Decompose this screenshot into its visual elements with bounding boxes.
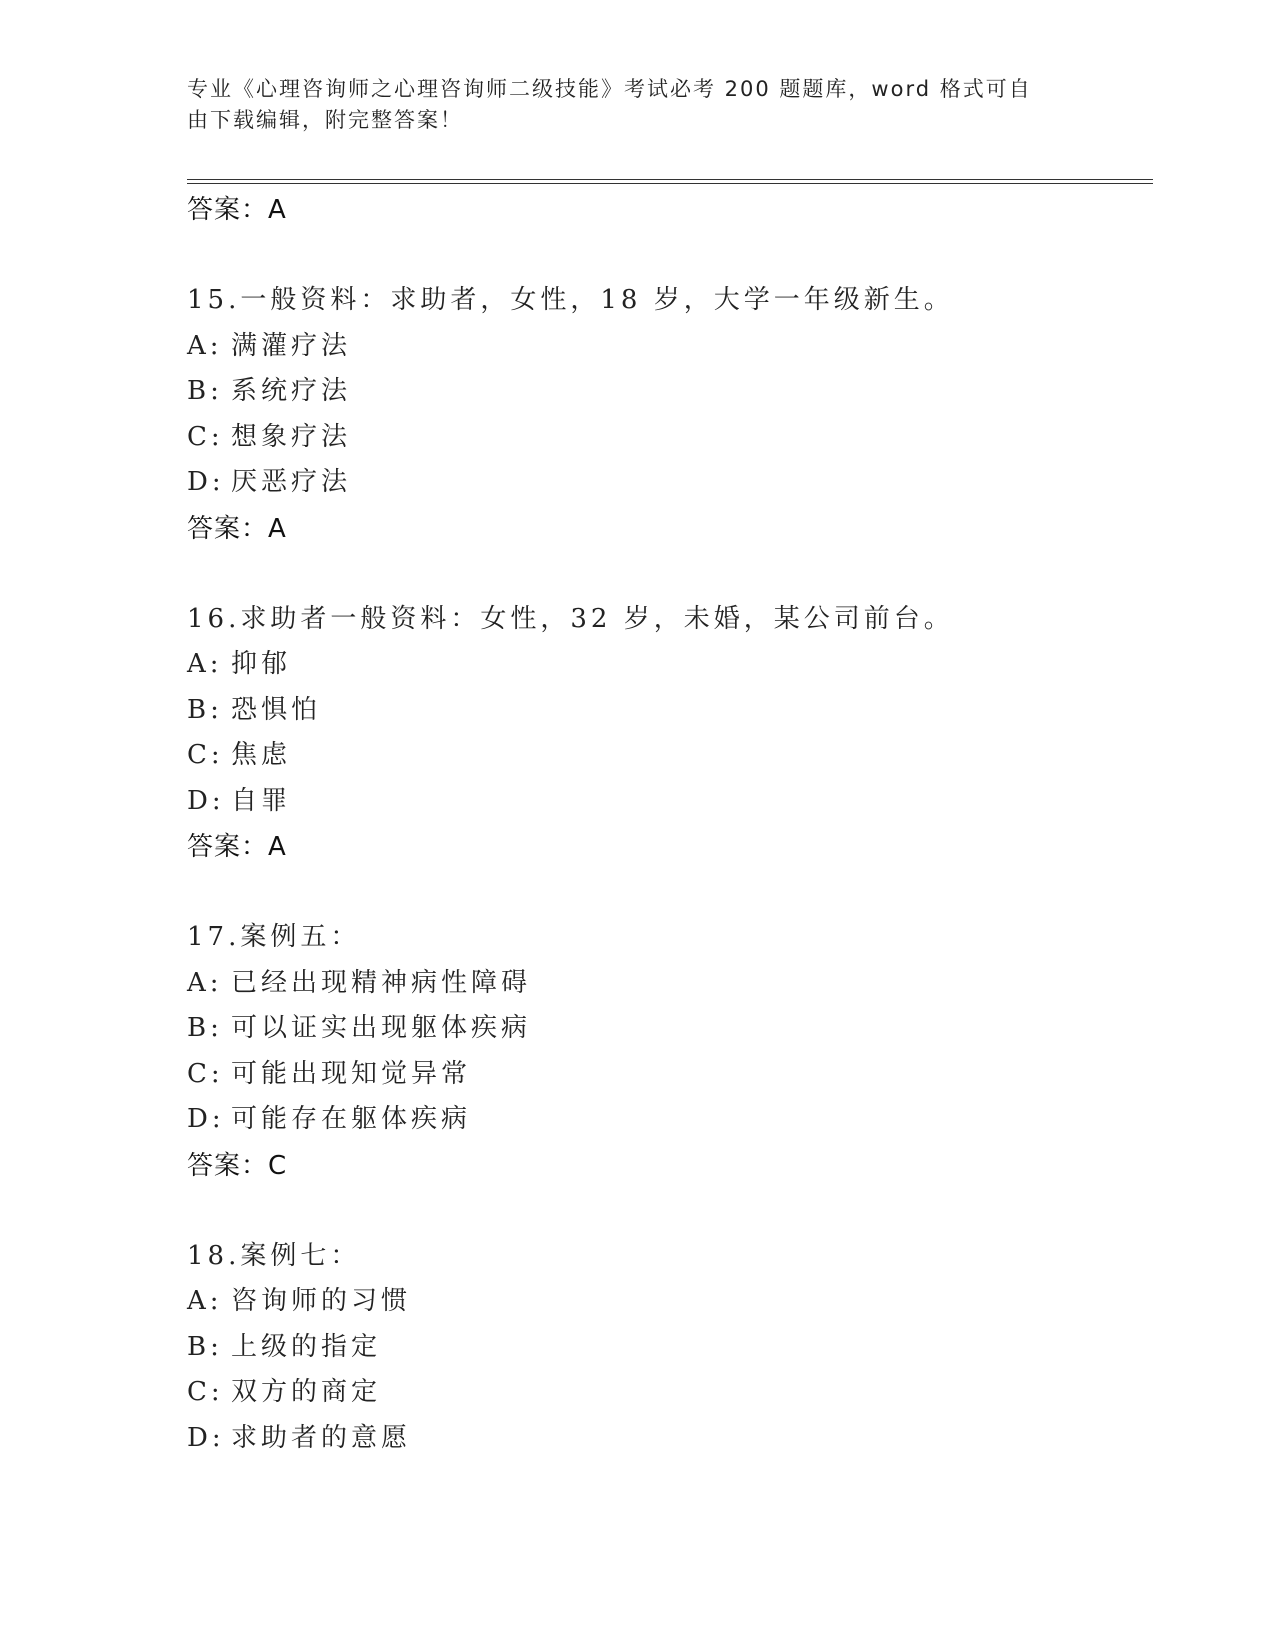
answer-line: 答案：A [187,195,287,225]
answer-line: 答案：A [187,832,287,862]
option-letter: D: [187,785,225,816]
option-a [187,642,1153,688]
question-item [187,915,1153,1189]
option-letter: B: [187,376,223,406]
option-text: 求助者的意愿 [231,1422,412,1453]
option-text: 可能出现知觉异常 [231,1058,472,1089]
question-list [187,187,1153,1461]
answer-line: 答案：A [187,513,287,544]
option-text: 上级的指定 [231,1331,382,1362]
option-text: 双方的商定 [231,1377,382,1407]
header-rule-bottom [187,183,1153,184]
header-rule-top [187,179,1153,180]
option-letter: B: [187,694,223,725]
option-text: 抑郁 [231,649,292,679]
option-letter: A: [187,967,223,998]
header-line-1: 专业《心理咨询师之心理咨询师二级技能》考试必考 200 题题库，word 格式可自 [187,77,1032,101]
option-letter: C: [187,421,224,452]
question-item [187,597,1153,871]
option-letter: C: [187,740,224,770]
option-text: 想象疗法 [231,421,352,452]
option-letter: B: [187,1013,223,1043]
option-text: 恐惧怕 [231,694,322,725]
document-header [187,74,1067,136]
option-d [187,1097,1153,1143]
answer-line: 答案：C [187,1150,288,1181]
option-a [187,1279,1153,1325]
option-text: 已经出现精神病性障碍 [231,967,532,998]
option-b [187,688,1153,734]
option-letter: A: [187,330,223,361]
option-text: 可以证实出现躯体疾病 [231,1013,532,1043]
header-line-2: 由下载编辑，附完整答案！ [187,108,463,132]
option-letter: A: [187,1286,223,1316]
option-letter: D: [187,1422,225,1453]
option-a [187,961,1153,1007]
option-c [187,415,1153,461]
option-text: 系统疗法 [231,376,352,406]
option-b [187,1006,1153,1052]
option-c [187,733,1153,779]
option-b [187,369,1153,415]
option-d [187,779,1153,825]
question-title: 15.一般资料：求助者，女性，18 岁，大学一年级新生。 [187,285,954,315]
option-text: 厌恶疗法 [231,467,352,497]
option-letter: C: [187,1058,224,1089]
option-d [187,1416,1153,1462]
option-c [187,1052,1153,1098]
option-text: 焦虑 [231,740,292,770]
option-b [187,1325,1153,1371]
option-letter: B: [187,1331,223,1362]
option-text: 咨询师的习惯 [231,1286,412,1316]
question-title: 17.案例五： [187,922,361,952]
option-d [187,460,1153,506]
option-letter: C: [187,1377,224,1407]
option-letter: A: [187,649,223,679]
question-title: 16.求助者一般资料：女性，32 岁，未婚，某公司前台。 [187,603,954,634]
option-letter: D: [187,1104,225,1134]
option-text: 满灌疗法 [231,330,352,361]
option-letter: D: [187,467,225,497]
question-item [187,1234,1153,1462]
question-title: 18.案例七： [187,1240,361,1271]
option-text: 自罪 [231,785,292,816]
option-c [187,1370,1153,1416]
option-a [187,324,1153,370]
option-text: 可能存在躯体疾病 [231,1104,472,1134]
question-item [187,278,1153,552]
